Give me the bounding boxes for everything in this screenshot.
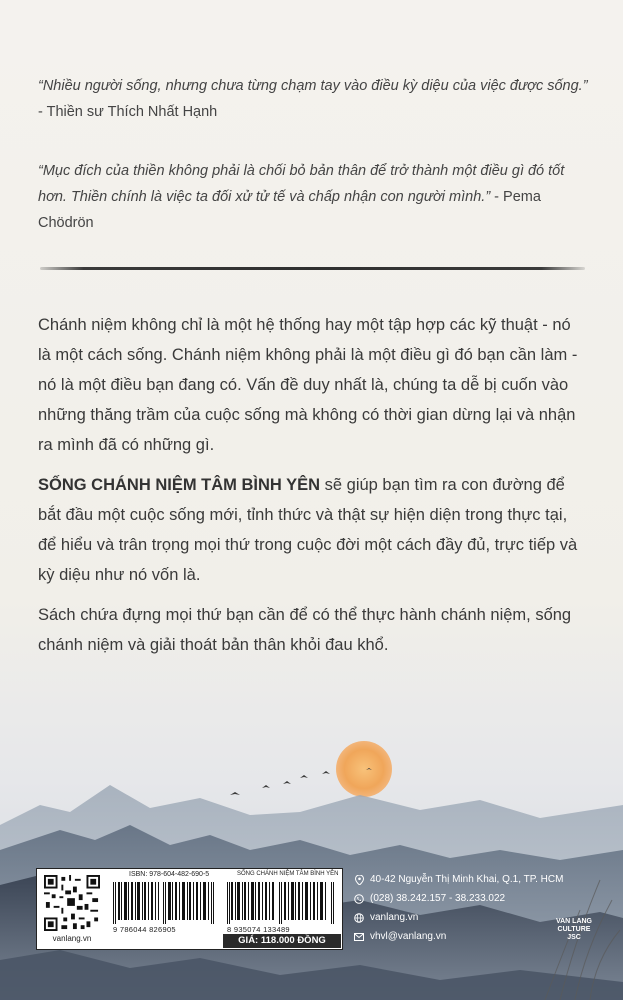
publisher-logo: VAN LANG CULTURE JSC	[555, 918, 593, 941]
quote-nhat-hanh	[38, 73, 593, 125]
globe-icon	[354, 913, 364, 923]
isbn-barcode	[113, 882, 217, 924]
quote-text: “Nhiều người sống, nhưng chưa từng chạm tay vào điều kỳ diệu của việc được sống.”	[38, 78, 588, 94]
description	[38, 310, 586, 670]
sun-icon	[336, 741, 392, 797]
phone-text: (028) 38.242.157 - 38.233.022	[370, 893, 506, 904]
phone-row	[354, 889, 584, 908]
address-row	[354, 870, 584, 889]
address-text: 40-42 Nguyễn Thị Minh Khai, Q.1, TP. HCM	[370, 874, 564, 885]
back-cover-footer	[36, 868, 593, 948]
email-link[interactable]: vhvl@vanlang.vn	[370, 931, 447, 942]
description-paragraph: Chánh niệm không chỉ là một hệ thống hay một tập hợp các kỹ thuật - nó là một cách sống. Chánh niệm không phải là một điều gì đó bạn cần làm - nó là một điều bạn đang có. Vấn đề duy nhất là, chúng ta dễ bị cuốn vào những thăng trầm của cuộc sống mà không có thời gian dừng lại và nhận ra mình đã có những gì.	[38, 316, 578, 454]
mail-icon	[354, 932, 364, 942]
ean-barcode	[227, 882, 337, 924]
ean-number: 8 935074 133489	[227, 925, 290, 934]
quote-pema-chodron	[38, 158, 593, 236]
book-title-small: SỐNG CHÁNH NIỆM TÂM BÌNH YÊN	[237, 871, 339, 877]
quote-author: - Thiền sư Thích Nhất Hạnh	[38, 104, 218, 120]
description-paragraph: Sách chứa đựng mọi thứ bạn cần để có thể thực hành chánh niệm, sống chánh niệm và giải thoát bản thân khỏi đau khổ.	[38, 606, 572, 654]
barcode-panel	[36, 868, 343, 950]
isbn-number: 9 786044 826905	[113, 925, 176, 934]
description-text: sẽ giúp bạn tìm ra con đường để bắt đầu một cuộc sống mới, tỉnh thức và thật sự hiện diện trong thực tại, để hiểu và trân trọng mọi thứ trong cuộc đời một cách đầy đủ, trực tiếp và kỳ diệu như nó vốn là.	[38, 476, 578, 584]
website-link[interactable]: vanlang.vn	[370, 912, 419, 923]
book-title-inline: SỐNG CHÁNH NIỆM TÂM BÌNH YÊN	[38, 476, 321, 494]
quote-author: - Pema Chödrön	[38, 189, 541, 231]
brush-divider	[40, 267, 585, 270]
qr-label: vanlang.vn	[52, 934, 92, 943]
price-label: GIÁ: 118.000 ĐỒNG	[223, 934, 341, 948]
mountain-landscape-illustration	[0, 700, 623, 1000]
quote-text: “Mục đích của thiền không phải là chối bỏ bản thân để trở thành một điều gì đó tốt hơn. Thiền chính là việc ta đối xử tử tế và chấp nhận con người mình.”	[38, 163, 565, 205]
isbn-label: ISBN: 978-604-482-690-5	[129, 871, 210, 878]
qr-code-icon[interactable]	[43, 875, 101, 931]
description-paragraph	[38, 470, 586, 590]
phone-icon	[354, 894, 364, 904]
email-row	[354, 927, 584, 946]
publisher-contact	[354, 870, 584, 946]
website-row	[354, 908, 584, 927]
location-pin-icon	[354, 875, 364, 885]
